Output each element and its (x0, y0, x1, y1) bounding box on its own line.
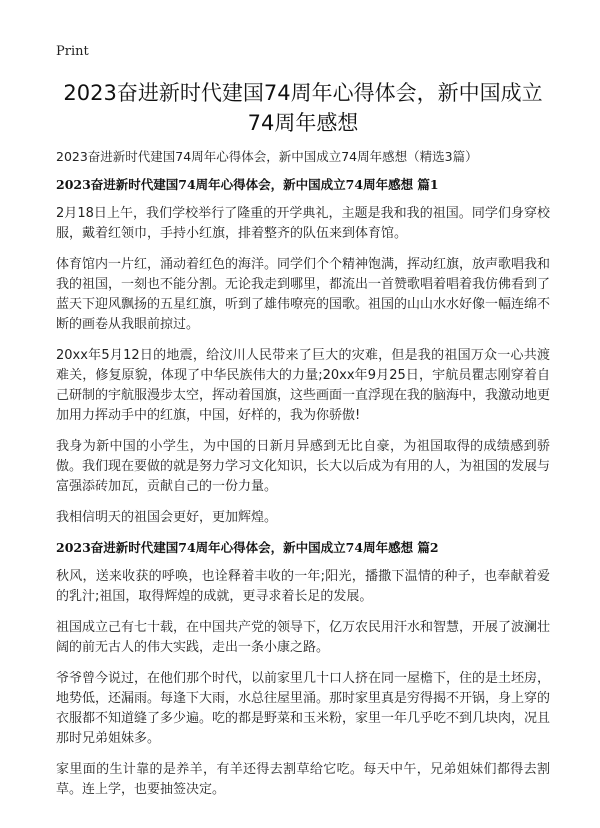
paragraph: 我相信明天的祖国会更好，更加辉煌。 (56, 510, 278, 525)
document-body (56, 148, 550, 811)
paragraph: 我身为新中国的小学生，为中国的日新月异感到无比自豪，为祖国取得的成绩感到骄傲。我们现在要做的就是努力学习文化知识，长大以后成为有用的人，为祖国的发展与富强添砖加瓦，贡献自己的一份力量。 (56, 439, 551, 494)
print-link[interactable]: Print (56, 44, 89, 59)
paragraph: 家里面的生计靠的是养羊，有羊还得去割草给它吃。每天中午，兄弟姐妹们都得去割草。连上学，也要抽签决定。 (56, 762, 550, 797)
section-heading: 2023奋进新时代建国74周年心得体会，新中国成立74周年感想 篇2 (56, 540, 439, 555)
paragraph: 祖国成立己有七十载，在中国共产党的领导下，亿万农民用汗水和智慧，开展了波澜壮阔的前无古人的伟大实践，走出一条小康之路。 (56, 620, 551, 655)
paragraph: 体育馆内一片红，涌动着红色的海洋。同学们个个精神饱满，挥动红旗，放声歌唱我和我的祖国，一刻也不能分割。无论我走到哪里，都流出一首赞歌唱着唱着我仿佛看到了蓝天下迎风飘扬的五星红旗，听到了雄伟嘹亮的国歌。祖国的山山水水好像一幅连绵不断的画卷从我眼前掠过。 (56, 257, 551, 332)
section-1 (56, 176, 550, 528)
paragraph: 2月18日上午，我们学校举行了隆重的开学典礼，主题是我和我的祖国。同学们身穿校服，戴着红领巾，手持小红旗，排着整齐的队伍来到体育馆。 (56, 206, 550, 241)
section-heading: 2023奋进新时代建国74周年心得体会，新中国成立74周年感想 篇1 (56, 177, 439, 192)
paragraph: 秋风，送来收获的呼唤，也诠释着丰收的一年;阳光，播撒下温情的种子，也奉献着爱的乳汁;祖国，取得辉煌的成就，更寻求着长足的发展。 (56, 569, 550, 604)
section-2 (56, 539, 550, 800)
document-subtitle: 2023奋进新时代建国74周年心得体会，新中国成立74周年感想（精选3篇） (56, 149, 478, 164)
paragraph: 20xx年5月12日的地震，给汶川人民带来了巨大的灾难，但是我的祖国万众一心共渡难关，修复原貌，体现了中华民族伟大的力量;20xx年9月25日，宇航员瞿志刚穿着自己研制的宇航服漫步太空，挥动着国旗，这些画面一直浮现在我的脑海中，我激动地更加用力挥动手中的红旗，中国，好样的，我为你骄傲! (56, 348, 551, 423)
paragraph: 爷爷曾今说过，在他们那个时代，以前家里几十口人挤在同一屋檐下，住的是土坯房，地势低，还漏雨。每逢下大雨，水总往屋里涌。那时家里真是穷得揭不开锅，身上穿的衣服都不知道缝了多少遍。吃的都是野菜和玉米粉，家里一年几乎吃不到几块肉，况且那时兄弟姐妹多。 (56, 671, 551, 746)
document-title: 2023奋进新时代建国74周年心得体会，新中国成立74周年感想 (63, 81, 543, 135)
